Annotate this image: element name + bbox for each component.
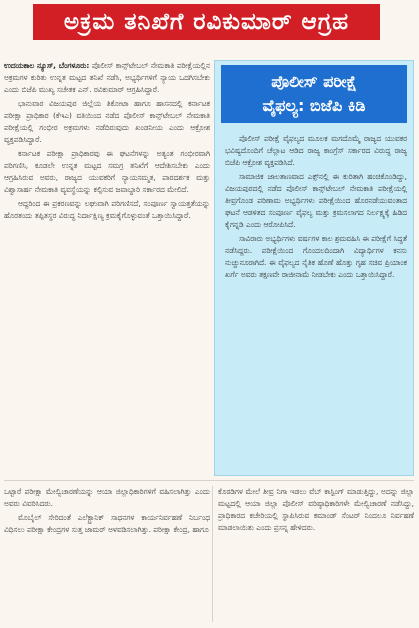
sidebar-box-body bbox=[215, 123, 413, 281]
story-paragraph-1-text: ಪೊಲೀಸ್ ಕಾನ್ಸ್‌ಟೇಬಲ್ ನೇಮಕಾತಿ ಪರೀಕ್ಷೆಯಲ್ಲಿನ ಅಕ್ರಮಗಳ ಕುರಿತು ಉನ್ನತ ಮಟ್ಟದ ತನಿಖೆ ನಡೆಸಿ, ಅಭ್ಯರ್ಥಿಗಳಿಗೆ ನ್ಯಾಯ ಒದಗಿಸಬೇಕು ಎಂದು ಬಿಜೆಪಿ ಮುಖ್ಯ ಸಚೇತಕ ಎನ್. ರವಿಕುಮಾರ್ ಆಗ್ರಹಿಸಿದ್ದಾರೆ. bbox=[4, 61, 210, 94]
continuation-left-column bbox=[4, 486, 210, 624]
sidebar-box-title-line-1: ಪೊಲೀಸ್ ಪರೀಕ್ಷೆ bbox=[271, 72, 357, 91]
sidebar-paragraph-2: ಸಾಮಾಜಿಕ ಜಾಲತಾಣವಾದ ಎಕ್ಸ್‌ನಲ್ಲಿ ಈ ಕುರಿತಾಗಿ ಹಂಚಿಕೊಂಡಿದ್ದು, ವಿಜಯಪುರದಲ್ಲಿ ನಡೆದ ಪೊಲೀಸ್ ಕಾನ್ಸ್‌ಟೇಬಲ್ ನೇಮಕಾತಿ ಪರೀಕ್ಷೆಯಲ್ಲಿ ತೀವ್ರಗೊಂಡ ಪರಿಣಾಮ ಅಭ್ಯರ್ಥಿಗಳು ಪರೀಕ್ಷೆಯಿಂದ ಹೊರನಡೆಯುವಂತಾದ ಘಟನೆ ಆಡಳಿತದ ಸಂಪೂರ್ಣ ವೈಫಲ್ಯ ಮತ್ತು ಕ್ರಮಸಲಾಗದ ನಿರ್ಲಕ್ಷ್ಯಕ್ಕೆ ಹಿಡಿದ ಕೈಗನ್ನಡಿ ಎಂದು ಆರೋಪಿಸಿದೆ. bbox=[225, 172, 407, 229]
continuation-right-column bbox=[218, 486, 414, 624]
continuation-paragraph-2: ಮೊಬೈಲ್ ಸೇರಿದಂತೆ ಎಲೆಕ್ಟ್ರಾನಿಕ್ ಸಾಧನಗಳ ಕಾರ್ಯನಿರ್ವಹಣೆ ನಿರ್ಬಂಧ ವಿಧಿಸಲು ಪರೀಕ್ಷಾ ಕೇಂದ್ರಗಳ ಸುತ್ತ ಜಾಮರ್ ಅಳವಡಿಸಲಾಗಿತ್ತು. ಪರೀಕ್ಷಾ ಕೇಂದ್ರ, ಹಾಗೂ bbox=[4, 513, 210, 534]
main-story-column bbox=[4, 60, 210, 476]
sidebar-box-title bbox=[221, 65, 407, 123]
story-paragraph-2: ಭಾನುವಾರ ವಿಜಯಪುರ ಜಿಲ್ಲೆಯ ತಿಕೋಟಾ ಹಾಗೂ ಹಾಸನದಲ್ಲಿ ಕರ್ನಾಟಕ ಪರೀಕ್ಷಾ ಪ್ರಾಧಿಕಾರ (ಕೆಇಎ) ವತಿಯಿಂದ ನಡೆದ ಪೊಲೀಸ್ ಕಾನ್ಸ್‌ಟೇಬಲ್ ನೇಮಕಾತಿ ಪರೀಕ್ಷೆಯಲ್ಲಿ ಗಂಭೀರ ಅಕ್ರಮಗಳು ನಡೆದಿರುವುದು ಖಂಡನೀಯ ಎಂದು ಆಕ್ರೋಶ ವ್ಯಕ್ತಪಡಿಸಿದ್ದಾರೆ. bbox=[4, 99, 210, 144]
story-paragraph-4: ಆದ್ದರಿಂದ ಈ ಪ್ರಕರಣವನ್ನು ಲಘುವಾಗಿ ಪರಿಗಣಿಸದೆ, ಸಂಪೂರ್ಣ ಸ್ವಾಯತ್ತತೆಯನ್ನು ಹೊರತಂದು ತಪ್ಪಿತಸ್ಥರ ವಿರುದ್ಧ ನಿರ್ದಾಕ್ಷಿಣ್ಯ ಕ್ರಮಕೈಗೊಳ್ಳುವಂತೆ ಒತ್ತಾಯಿಸಿದ್ದಾರೆ. bbox=[4, 199, 210, 220]
story-paragraph-1 bbox=[4, 60, 210, 96]
sidebar-paragraph-3: ಸಾವಿರಾರು ಅಭ್ಯರ್ಥಿಗಳು ವರ್ಷಗಳ ಕಾಲ ಶ್ರಮವಹಿಸಿ ಈ ಪರೀಕ್ಷೆಗೆ ಸಿದ್ಧತೆ ನಡೆಸಿದ್ದರು. ಪರೀಕ್ಷೆಯಿಂದ ಗೊಂದಲದಿಂದಾಗಿ ವಿದ್ಯಾರ್ಥಿಗಳ ಕನಸು ನುಚ್ಚುನೂರಾಗಿದೆ. ಈ ವೈಫಲ್ಯದ ನೈತಿಕ ಹೊಣೆ ಹೊತ್ತು ಗೃಹ ಸಚಿವ ಪ್ರಿಯಾಂಕ ಖರ್ಗೆ ಅವರು ತಕ್ಷಣವೇ ರಾಜೀನಾಮೆ ನೀಡಬೇಕು ಎಂದು ಒತ್ತಾಯಿಸಿದ್ದಾರೆ. bbox=[225, 234, 407, 279]
sidebar-box-title-line-2: ವೈಫಲ್ಯ: ಬಿಜೆಪಿ ಕಿಡಿ bbox=[262, 96, 366, 115]
horizontal-divider bbox=[4, 480, 414, 481]
sidebar-paragraph-1: ಪೊಲೀಸ್ ಪರೀಕ್ಷೆ ವೈಫಲ್ಯದ ಮೂಲಕ ಮಗದೊಮ್ಮೆ ರಾಜ್ಯದ ಯುವಕರ ಭವಿಷ್ಯದೊಂದಿಗೆ ಚೆಲ್ಲಾಟ ಆಡಿದ ರಾಜ್ಯ ಕಾಂಗ್ರೆಸ್ ಸರ್ಕಾರದ ವಿರುದ್ಧ ರಾಜ್ಯ ಬಿಜೆಪಿ ಆಕ್ರೋಶ ವ್ಯಕ್ತಪಡಿಸಿದೆ. bbox=[225, 134, 407, 167]
vertical-divider bbox=[212, 486, 213, 622]
story-paragraph-3: ಕರ್ನಾಟಕ ಪರೀಕ್ಷಾ ಪ್ರಾಧಿಕಾರವು ಈ ಘಟನೆಗಳನ್ನು ಅತ್ಯಂತ ಗಂಭೀರವಾಗಿ ಪರಿಗಣಿಸಿ, ಕೂಡಲೇ ಉನ್ನತ ಮಟ್ಟದ ಸಮಗ್ರ ತನಿಖೆಗೆ ಆದೇಶಿಸಬೇಕು ಎಂದು ಆಗ್ರಹಿಸಿರುವ ಅವರು, ರಾಜ್ಯದ ಯುವಕರಿಗೆ ನ್ಯಾಯಸಮ್ಮತ, ಪಾರದರ್ಶಕ ಮತ್ತು ವಿಶ್ವಾಸಾರ್ಹ ನೇಮಕಾತಿ ವ್ಯವಸ್ಥೆಯನ್ನು ಕಲ್ಪಿಸುವ ಜವಾಬ್ದಾರಿ ಸರ್ಕಾರದ ಮೇಲಿದೆ. bbox=[4, 149, 210, 194]
dateline: ಉದಯಕಾಲ ನ್ಯೂಸ್, ಬೆಂಗಳೂರು: bbox=[4, 61, 90, 70]
continuation-paragraph-3: ಕೊಠಡಿಗಳ ಮೇಲೆ ತೀವ್ರ ನಿಗಾ ಇಡಲು ವೆಬ್ ಕಾಸ್ಟಿಂಗ್ ಮಾಡುತ್ತಿದ್ದು, ಅದನ್ನು ಜಿಲ್ಲಾ ಮಟ್ಟದಲ್ಲಿ ಆಯಾ ಜಿಲ್ಲಾ ಪೊಲೀಸ್ ವರಿಷ್ಠಾಧಿಕಾರಿಗಳೇ ಮೇಲ್ವಿಚಾರಣೆ ನಡೆಸಿದ್ದು, ಪ್ರಾಧಿಕಾರದ ಕಚೇರಿಯಲ್ಲಿ ಸ್ಥಾಪಿಸಿರುವ ಕಮಾಂಡ್ ಸೆಂಟರ್ ನಿಂದಲೂ ನಿರ್ವಹಣೆ ಮಾಡಲಾಯಿತು ಎಂದು ಪ್ರಸನ್ನ ಹೇಳಿದರು. bbox=[218, 487, 414, 532]
continuation-paragraph-1: ಒಟ್ಟಾರೆ ಪರೀಕ್ಷಾ ಮೇಲ್ವಿಚಾರಣೆಯನ್ನು ಆಯಾ ಜಿಲ್ಲಾಧಿಕಾರಿಗಳಿಗೆ ವಹಿಸಲಾಗಿತ್ತು ಎಂದು ಅವರು ವಿವರಿಸಿದರು. bbox=[4, 487, 210, 508]
headline: ಅಕ್ರಮ ತನಿಖೆಗೆ ರವಿಕುಮಾರ್ ಆಗ್ರಹ bbox=[33, 4, 380, 40]
sidebar-box bbox=[214, 60, 414, 476]
